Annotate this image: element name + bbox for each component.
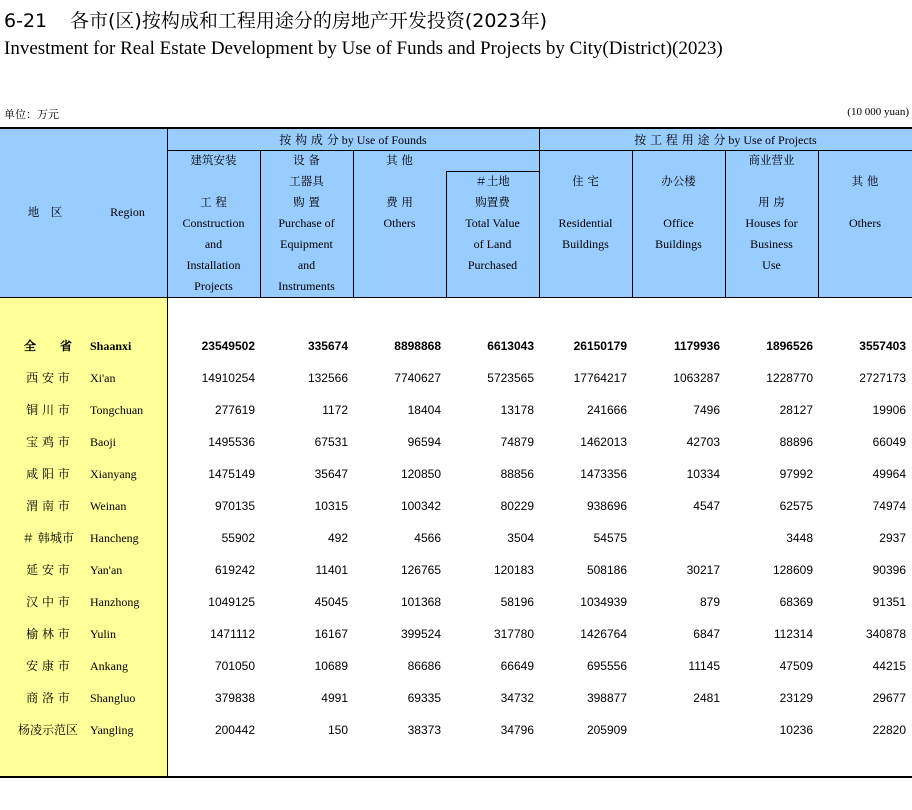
- table-cell: 49964: [872, 467, 906, 481]
- table-cell: 508186: [586, 563, 627, 577]
- table-cell: 335674: [307, 339, 348, 353]
- table-cell: 66049: [872, 435, 906, 449]
- top-rule: [0, 127, 912, 129]
- col-header-others-funds: 其 他 费 用 Others: [383, 153, 416, 230]
- table-cell: 96594: [407, 435, 441, 449]
- region-name-cn: 杨凌示范区: [17, 723, 78, 737]
- table-cell: 120850: [400, 467, 441, 481]
- table-row: [0, 394, 912, 426]
- table-cell: 68369: [779, 595, 813, 609]
- region-header-cn: 地 区: [27, 205, 63, 219]
- table-cell: 277619: [214, 403, 255, 417]
- table-cell: 1473356: [580, 467, 627, 481]
- table-cell: 29677: [872, 691, 906, 705]
- table-cell: 55902: [221, 531, 255, 545]
- table-cell: 97992: [779, 467, 813, 481]
- table-title-en: Investment for Real Estate Development by Use of Funds and Projects by City(District)(2023): [4, 38, 723, 59]
- table-cell: 619242: [214, 563, 255, 577]
- table-cell: 2937: [879, 531, 906, 545]
- table-cell: 879: [699, 595, 720, 609]
- table-cell: 1172: [322, 403, 348, 417]
- col-header-construction: 建筑安装 工 程 Construction and Installation Projects: [182, 153, 245, 293]
- col-header-office: 办公楼 Office Buildings: [655, 174, 702, 251]
- table-cell: 701050: [214, 659, 255, 673]
- title-cn-text: 各市(区)按构成和工程用途分的房地产开发投资(2023年): [70, 10, 548, 32]
- table-cell: 30217: [686, 563, 720, 577]
- table-cell: 1179936: [673, 339, 720, 353]
- table-cell: 399524: [400, 627, 441, 641]
- table-cell: 16167: [314, 627, 348, 641]
- table-cell: 14910254: [201, 371, 255, 385]
- region-name-cn: 铜 川 市: [26, 403, 70, 417]
- table-cell: 970135: [214, 499, 255, 513]
- region-name-cn: ＃ 韩城市: [22, 531, 74, 545]
- table-cell: 67531: [314, 435, 348, 449]
- table-cell: 23549502: [201, 339, 255, 353]
- table-cell: 13178: [500, 403, 534, 417]
- table-cell: 66649: [500, 659, 534, 673]
- table-cell: 6613043: [487, 339, 534, 353]
- table-cell: 11145: [688, 659, 720, 673]
- table-cell: 7496: [693, 403, 720, 417]
- table-cell: 317780: [493, 627, 534, 641]
- table-title-cn: [4, 6, 547, 33]
- region-name-en: Hanzhong: [90, 595, 140, 609]
- table-cell: 42703: [686, 435, 720, 449]
- table-cell: 80229: [500, 499, 534, 513]
- region-name-en: Xi'an: [90, 371, 116, 385]
- table-cell: 120183: [493, 563, 534, 577]
- table-cell: 62575: [779, 499, 813, 513]
- table-cell: 11401: [315, 563, 348, 577]
- table-cell: 10689: [314, 659, 348, 673]
- table-cell: 54575: [593, 531, 627, 545]
- table-cell: 200442: [214, 723, 255, 737]
- table-cell: 10236: [779, 723, 813, 737]
- region-name-en: Tongchuan: [90, 403, 144, 417]
- table-number: 6-21: [4, 10, 48, 32]
- table-cell: 34732: [500, 691, 534, 705]
- table-row: [0, 650, 912, 682]
- table-cell: 938696: [586, 499, 627, 513]
- region-name-cn: 商 洛 市: [26, 691, 70, 705]
- table-cell: 205909: [586, 723, 627, 737]
- table-cell: 112314: [773, 627, 813, 641]
- table-cell: 18404: [407, 403, 441, 417]
- region-name-cn: 安 康 市: [26, 659, 70, 673]
- table-cell: 69335: [407, 691, 441, 705]
- table-cell: 86686: [407, 659, 441, 673]
- table-row: [0, 426, 912, 458]
- region-name-en: Xianyang: [90, 467, 137, 481]
- table-cell: 74974: [872, 499, 906, 513]
- table-row: [0, 554, 912, 586]
- region-name-en: Yangling: [90, 723, 134, 737]
- table-row: [0, 682, 912, 714]
- table-cell: 26150179: [573, 339, 627, 353]
- table-cell: 23129: [779, 691, 813, 705]
- col-header-business: 商业营业 用 房 Houses for Business Use: [745, 153, 798, 272]
- table-cell: 1896526: [766, 339, 813, 353]
- table-cell: 3557403: [859, 339, 906, 353]
- table-cell: 90396: [872, 563, 906, 577]
- col-header-residential: 住 宅 Residential Buildings: [558, 174, 613, 251]
- table-cell: 5723565: [487, 371, 534, 385]
- table-cell: 6847: [693, 627, 720, 641]
- table-cell: 88856: [500, 467, 534, 481]
- region-name-cn: 渭 南 市: [26, 499, 70, 513]
- table-cell: 45045: [314, 595, 348, 609]
- table-cell: 340878: [865, 627, 906, 641]
- table-cell: 44215: [872, 659, 906, 673]
- region-name-en: Shangluo: [90, 691, 136, 705]
- region-name-en: Shaanxi: [90, 339, 132, 353]
- table-row: [0, 458, 912, 490]
- region-name-en: Ankang: [90, 659, 128, 673]
- header-bottom-rule: [0, 297, 912, 298]
- table-cell: 4566: [414, 531, 441, 545]
- table-cell: 695556: [586, 659, 627, 673]
- region-name-cn: 汉 中 市: [26, 595, 70, 609]
- table-cell: 1034939: [580, 595, 627, 609]
- table-cell: 17764217: [573, 371, 627, 385]
- table-cell: 35647: [314, 467, 348, 481]
- table-cell: 241666: [586, 403, 627, 417]
- table-cell: 128609: [772, 563, 813, 577]
- table-cell: 492: [327, 531, 348, 545]
- table-cell: 34796: [500, 723, 534, 737]
- table-cell: 1462013: [580, 435, 627, 449]
- region-header-en: Region: [110, 205, 145, 219]
- table-cell: 10334: [686, 467, 720, 481]
- table-cell: 398877: [586, 691, 627, 705]
- table-cell: 3504: [507, 531, 534, 545]
- group-header-funds: 按 构 成 分 by Use of Founds: [279, 133, 427, 147]
- region-name-en: Yan'an: [90, 563, 123, 577]
- region-name-en: Weinan: [90, 499, 127, 513]
- region-name-en: Hancheng: [90, 531, 139, 545]
- table-cell: 100342: [400, 499, 441, 513]
- table-cell: 126765: [400, 563, 441, 577]
- table-row: [0, 522, 912, 554]
- table-cell: 150: [327, 723, 348, 737]
- table-cell: 1228770: [766, 371, 813, 385]
- table-cell: 8898868: [394, 339, 441, 353]
- table-row: [0, 618, 912, 650]
- table-cell: 22820: [872, 723, 906, 737]
- table-cell: 38373: [407, 723, 441, 737]
- table-cell: 7740627: [394, 371, 441, 385]
- table-cell: 3448: [786, 531, 813, 545]
- table-cell: 28127: [779, 403, 813, 417]
- region-name-cn: 宝 鸡 市: [26, 435, 70, 449]
- region-name-cn: 咸 阳 市: [26, 467, 70, 481]
- table-cell: 379838: [214, 691, 255, 705]
- table-row: [0, 490, 912, 522]
- col-header-land: ＃土地 购置费 Total Value of Land Purchased: [465, 174, 520, 272]
- table-row: [0, 330, 912, 362]
- region-name-cn: 延 安 市: [26, 563, 70, 577]
- table-cell: 74879: [500, 435, 534, 449]
- table-cell: 4547: [693, 499, 720, 513]
- region-name-en: Yulin: [90, 627, 117, 641]
- region-name-cn: 全 省: [23, 339, 72, 353]
- region-name-cn: 榆 林 市: [26, 627, 70, 641]
- col-header-others-projects: 其 他 Others: [849, 174, 881, 230]
- table-cell: 1049125: [208, 595, 255, 609]
- region-name-en: Baoji: [90, 435, 116, 449]
- table-cell: 19906: [872, 403, 906, 417]
- table-row: [0, 362, 912, 394]
- bottom-rule: [0, 776, 912, 778]
- table-row: [0, 714, 912, 746]
- region-name-cn: 西 安 市: [26, 371, 70, 385]
- table-cell: 91351: [872, 595, 906, 609]
- unit-label-cn: 单位：万元: [4, 108, 59, 121]
- table-cell: 1471112: [210, 627, 255, 641]
- table-cell: 47509: [779, 659, 813, 673]
- table-cell: 132566: [307, 371, 348, 385]
- table-cell: 1475149: [208, 467, 255, 481]
- group-header-projects: 按 工 程 用 途 分 by Use of Projects: [634, 133, 817, 147]
- table-cell: 1063287: [673, 371, 720, 385]
- unit-label-en: (10 000 yuan): [847, 106, 909, 118]
- table-cell: 2727173: [859, 371, 906, 385]
- table-cell: 101368: [400, 595, 441, 609]
- table-cell: 2481: [693, 691, 720, 705]
- col-header-equipment: 设 备 工器具 购 置 Purchase of Equipment and Instruments: [278, 153, 335, 293]
- table-row: [0, 586, 912, 618]
- table-cell: 1495536: [208, 435, 255, 449]
- table-cell: 10315: [314, 499, 348, 513]
- table-cell: 1426764: [580, 627, 627, 641]
- table-cell: 58196: [500, 595, 534, 609]
- table-cell: 88896: [779, 435, 813, 449]
- table-cell: 4991: [321, 691, 348, 705]
